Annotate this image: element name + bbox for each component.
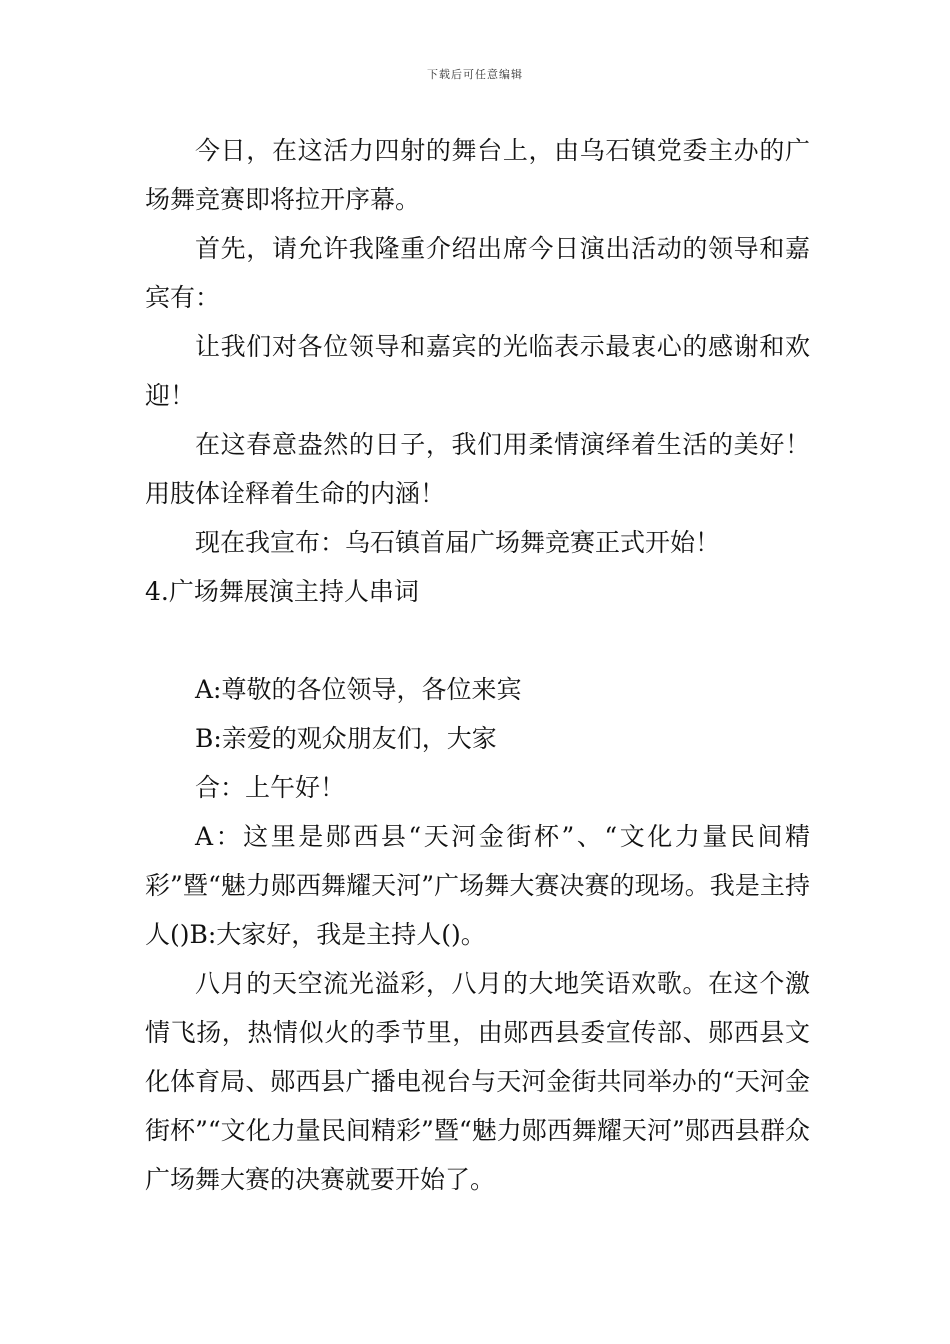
paragraph-together: 合：上午好！ xyxy=(195,773,346,802)
paragraph-host-b-greeting: B:亲爱的观众朋友们，大家 xyxy=(195,724,497,753)
paragraph-introduce-guests: 首先，请允许我隆重介绍出席今日演出活动的领导和嘉宾有： xyxy=(145,234,810,312)
header-note: 下载后可任意编辑 xyxy=(427,68,523,81)
section-heading: 4.广场舞展演主持人串词 xyxy=(145,577,419,606)
paragraph-august: 八月的天空流光溢彩，八月的大地笑语欢歌。在这个激情飞扬，热情似火的季节里，由郧西县委宣传部、郧西县文化体育局、郧西县广播电视台与天河金街共同举办的“天河金街杯”“文化力量民间精彩”暨“魅力郧西舞耀天河”郧西县群众广场舞大赛的决赛就要开始了。 xyxy=(145,969,810,1194)
paragraph-opening: 今日，在这活力四射的舞台上，由乌石镇党委主办的广场舞竞赛即将拉开序幕。 xyxy=(145,136,810,214)
paragraph-spring: 在这春意盎然的日子，我们用柔情演绎着生活的美好！用肢体诠释着生命的内涵！ xyxy=(145,430,810,508)
paragraph-host-a-greeting: A:尊敬的各位领导，各位来宾 xyxy=(195,675,522,704)
blank-line xyxy=(145,616,810,665)
paragraph-venue-intro: A：这里是郧西县“天河金街杯”、“文化力量民间精彩”暨“魅力郧西舞耀天河”广场舞大赛决赛的现场。我是主持人()B:大家好，我是主持人()。 xyxy=(145,822,810,949)
paragraph-announce-start: 现在我宣布：乌石镇首届广场舞竞赛正式开始！ xyxy=(195,528,721,557)
document-body xyxy=(145,126,810,1204)
paragraph-thanks: 让我们对各位领导和嘉宾的光临表示最衷心的感谢和欢迎！ xyxy=(145,332,810,410)
